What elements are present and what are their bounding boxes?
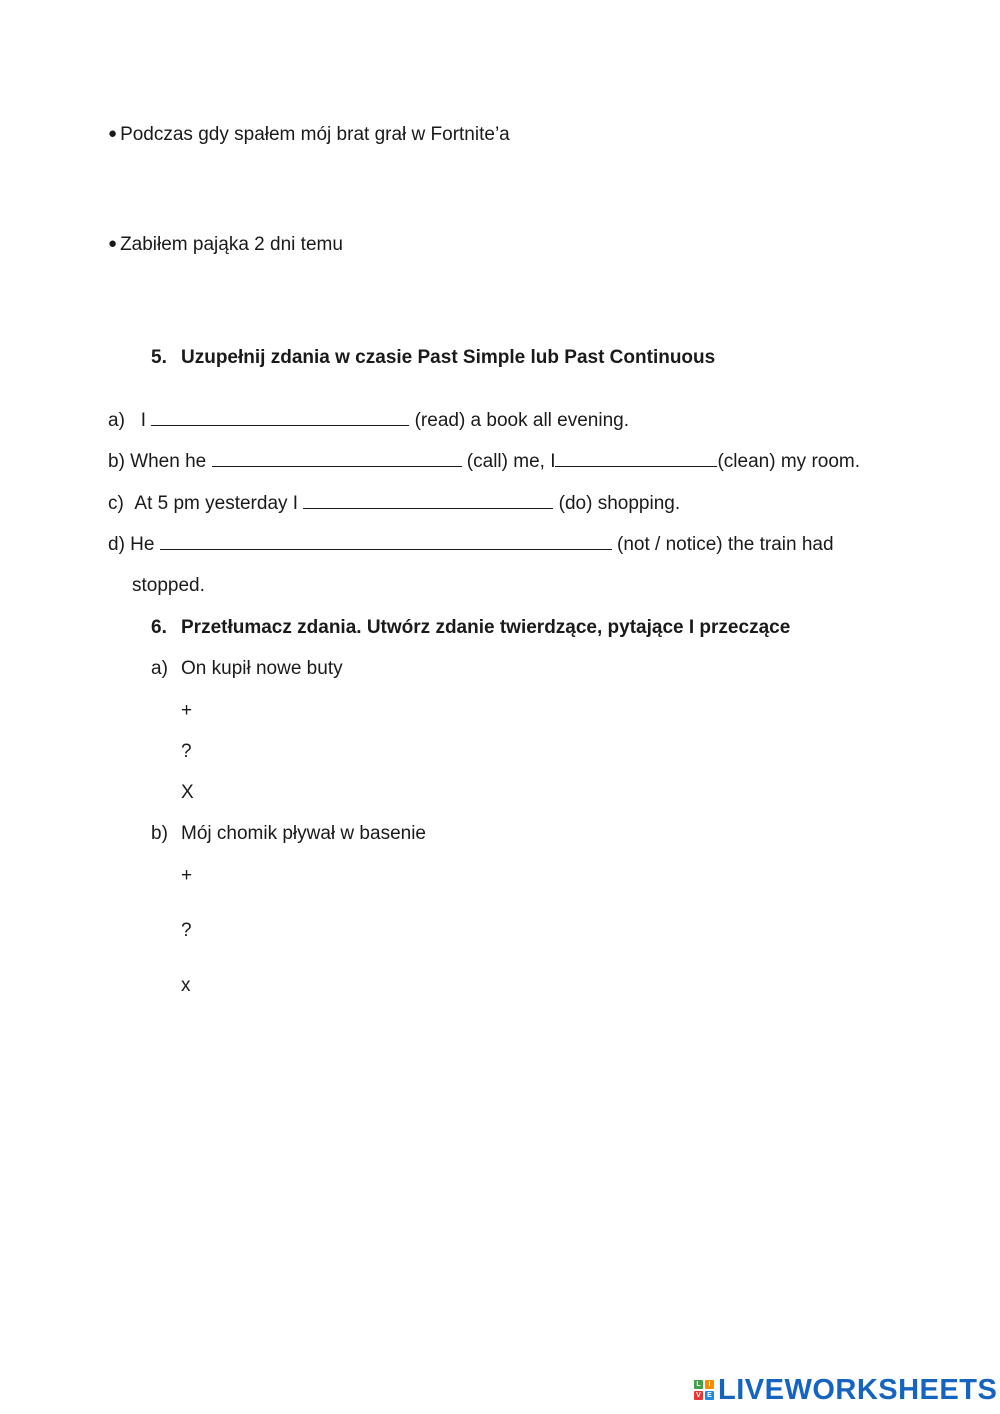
mark-negative: x (181, 975, 191, 996)
blank-5a[interactable] (151, 411, 409, 426)
mark-affirmative: + (181, 700, 193, 721)
mark-negative: X (181, 782, 194, 803)
exercise-5a: a) I (read) a book all evening. (108, 410, 630, 431)
exercise-5d-continuation: stopped. (132, 575, 205, 596)
bullet-icon: ● (108, 125, 118, 142)
blank-5b-1[interactable] (212, 452, 462, 467)
exercise-5b: b) When he (call) me, I (clean) my room. (108, 451, 861, 472)
mark-question: ? (181, 920, 192, 941)
liveworksheets-logo (694, 1375, 997, 1405)
exercise-5d: d) He (not / notice) the train had (108, 534, 834, 555)
mark-affirmative: + (181, 865, 193, 886)
bullet-item: ● Podczas gdy spałem mój brat grał w Fortnite’a (108, 124, 510, 145)
bullet-icon: ● (108, 235, 118, 252)
logo-text: LIVEWORKSHEETS (718, 1373, 998, 1406)
section-5-heading: 5. Uzupełnij zdania w czasie Past Simple lub Past Continuous (151, 347, 716, 368)
exercise-6b: b) Mój chomik pływał w basenie (151, 823, 426, 844)
section-6-heading: 6. Przetłumacz zdania. Utwórz zdanie twierdzące, pytające I przeczące (151, 617, 791, 638)
blank-5b-2[interactable] (555, 452, 717, 467)
mark-question: ? (181, 741, 192, 762)
blank-5c[interactable] (303, 494, 553, 509)
liveworksheets-logo-icon: L I V E (694, 1380, 714, 1400)
blank-5d[interactable] (160, 535, 612, 550)
exercise-5c: c) At 5 pm yesterday I (do) shopping. (108, 493, 681, 514)
bullet-item: ● Zabiłem pająka 2 dni temu (108, 234, 343, 255)
exercise-6a: a) On kupił nowe buty (151, 658, 343, 679)
